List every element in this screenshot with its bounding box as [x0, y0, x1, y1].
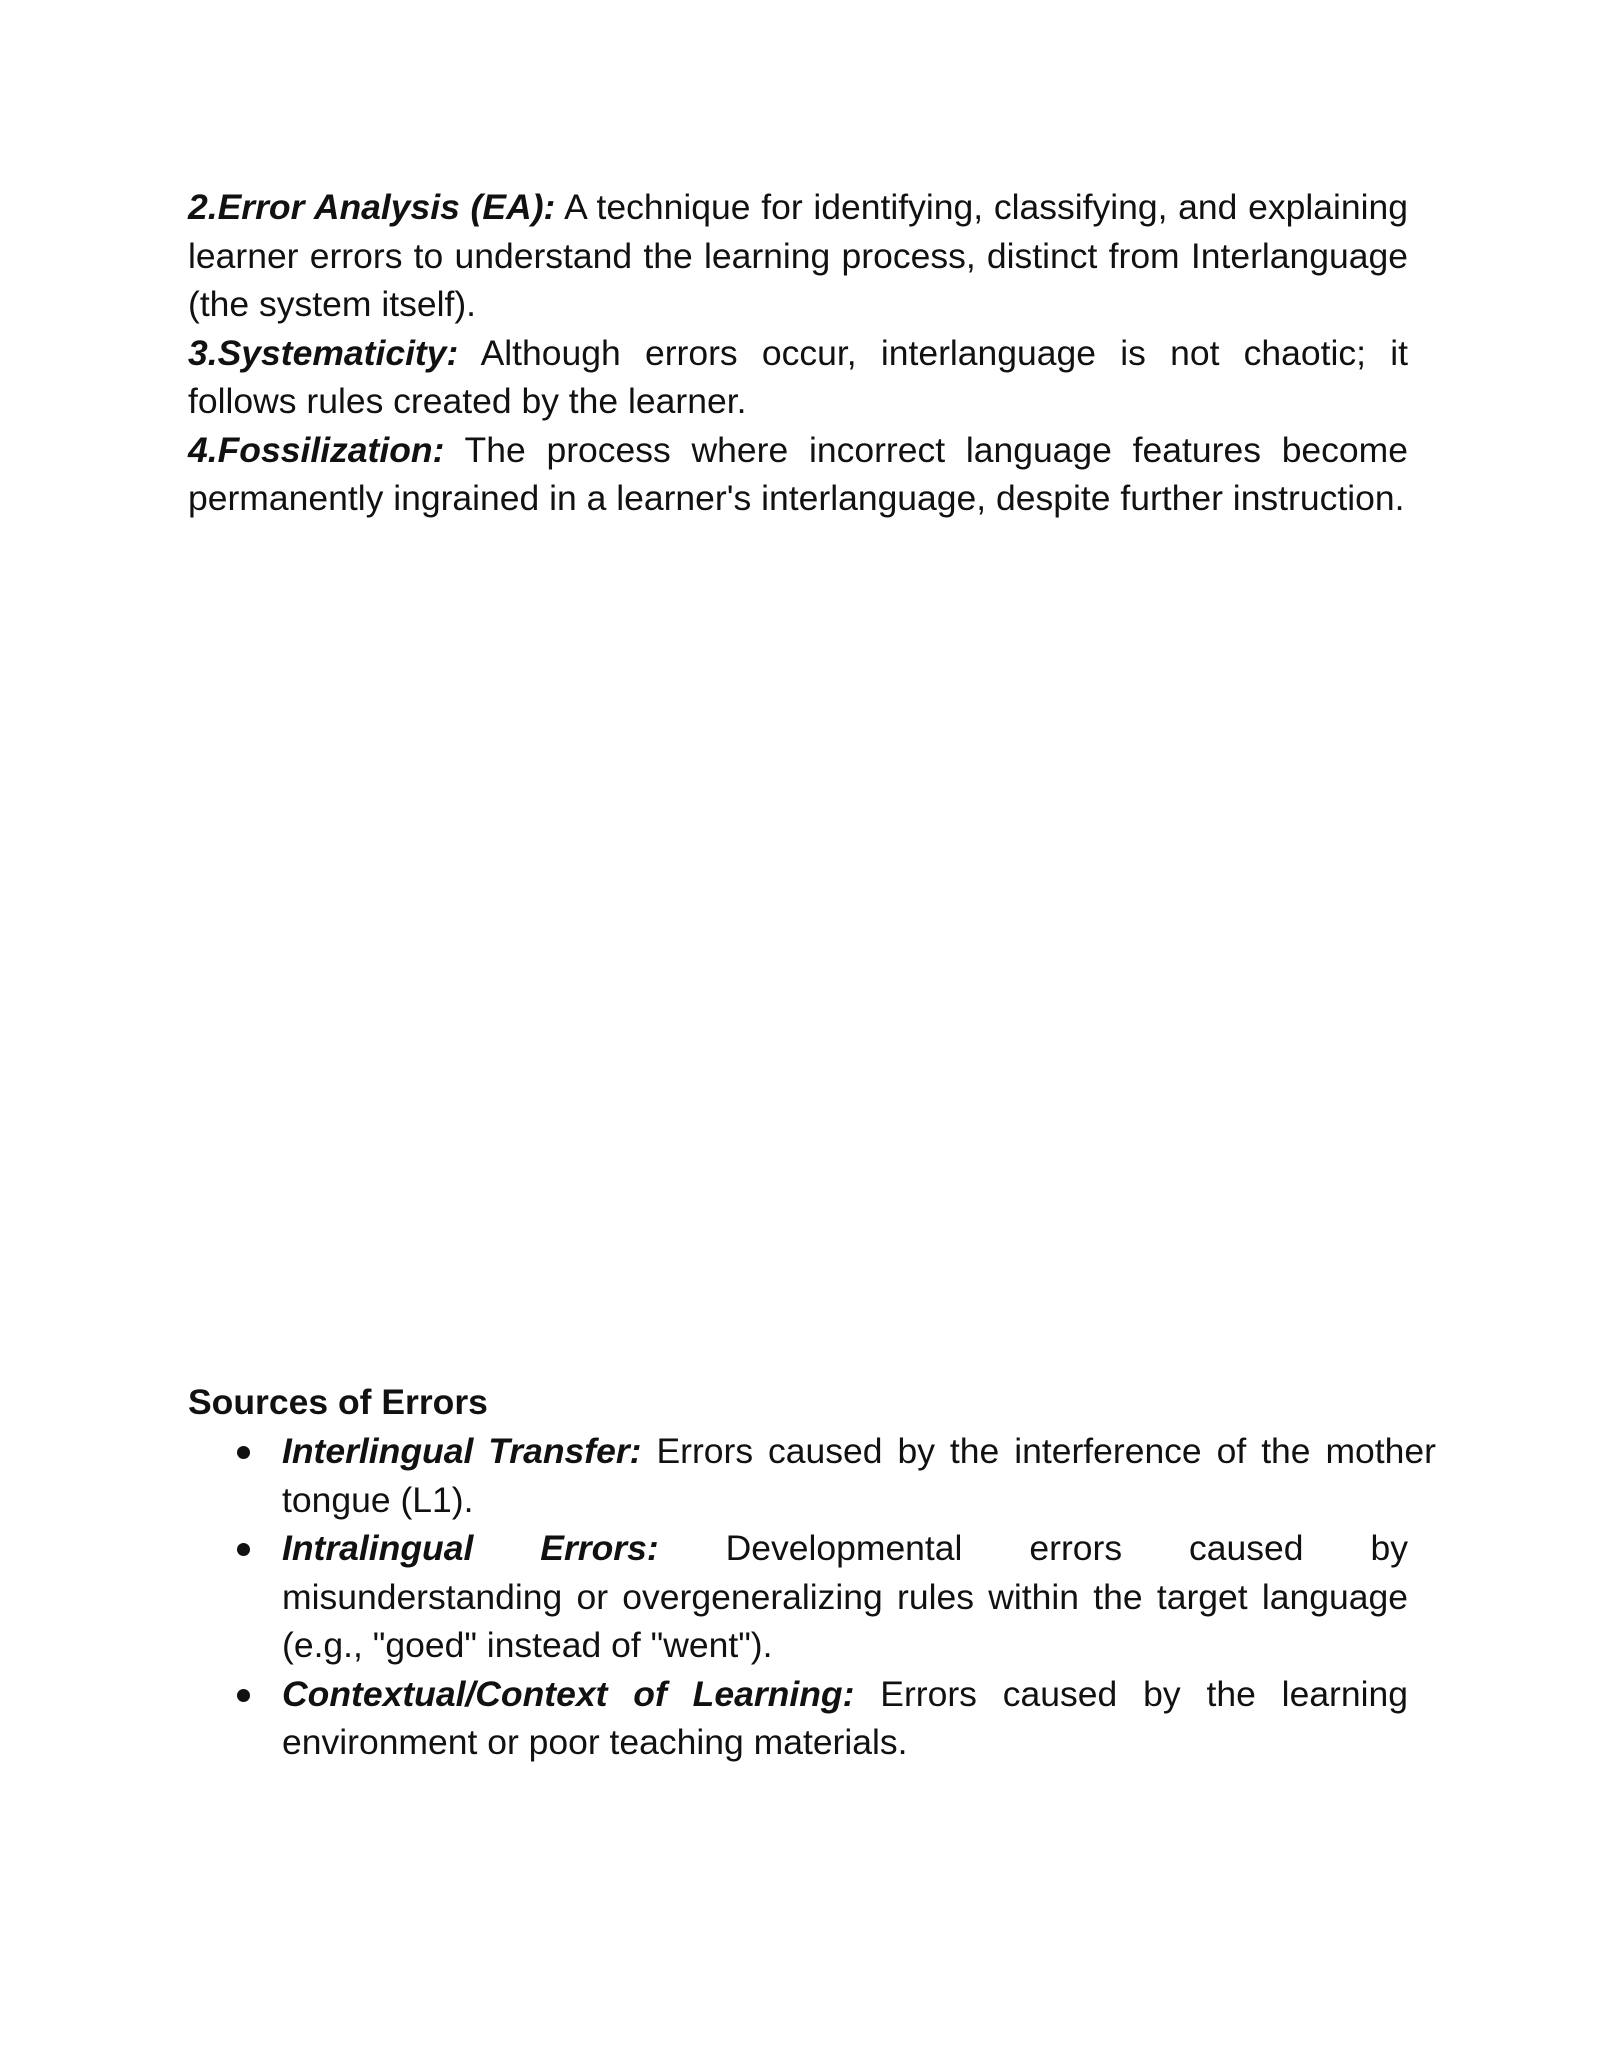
definition-systematicity — [188, 329, 1408, 426]
bullet-icon — [237, 1543, 250, 1556]
definition-term: 2.Error Analysis (EA): — [188, 187, 556, 227]
bullet-icon — [237, 1446, 250, 1459]
definition-text: The process where incorrect language features become permanently ingrained in a learner's interlanguage, despite further instruction. — [188, 429, 1408, 518]
list-item-text: Errors caused by the interference of the mother tongue (L1). — [282, 1431, 1436, 1520]
definition-text: A technique for identifying, classifying, and explaining learner errors to understand the learning process, distinct from Interlanguage (the system itself). — [188, 187, 1408, 324]
definition-error-analysis — [188, 183, 1408, 329]
list-item-term: Contextual/Context of Learning: — [282, 1673, 855, 1714]
sources-list — [188, 1427, 1436, 1767]
list-item-term: Intralingual Errors: — [282, 1528, 659, 1568]
list-item-interlingual-transfer — [188, 1427, 1436, 1524]
list-item-contextual-learning — [188, 1670, 1408, 1767]
section-heading: Sources of Errors — [188, 1382, 488, 1422]
bullet-icon — [237, 1689, 250, 1702]
list-item-text: Developmental errors caused by misunderstanding or overgeneralizing rules within the target language (e.g., "goed" instead of "went"). — [282, 1528, 1408, 1665]
definition-term: 4.Fossilization: — [188, 429, 445, 470]
definition-fossilization — [188, 426, 1408, 523]
definitions-block — [188, 183, 1408, 523]
list-item-term: Interlingual Transfer: — [282, 1431, 642, 1471]
definition-text: Although errors occur, interlanguage is not chaotic; it follows rules created by the learner. — [188, 332, 1408, 421]
definition-term: 3.Systematicity: — [188, 332, 459, 373]
list-item-intralingual-errors — [188, 1524, 1408, 1670]
list-item-text: Errors caused by the learning environment or poor teaching materials. — [282, 1673, 1408, 1762]
